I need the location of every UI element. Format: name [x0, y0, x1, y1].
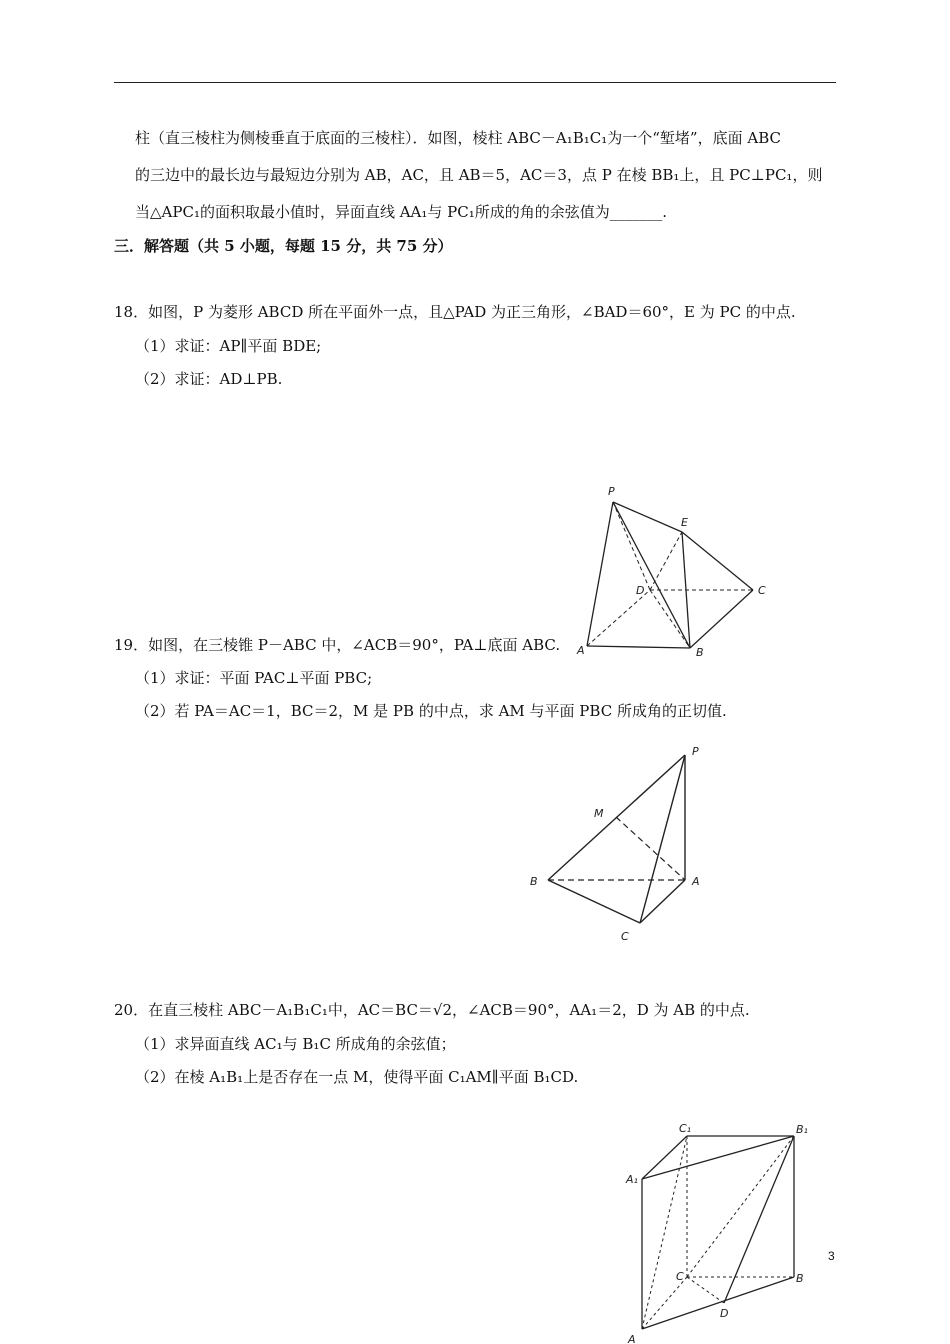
- q18-label-A: A: [577, 644, 585, 657]
- q19-label-B: B: [530, 875, 538, 888]
- q20-label-A: A: [628, 1333, 636, 1344]
- q18-stem: 18．如图，P 为菱形 ABCD 所在平面外一点，且△PAD 为正三角形，∠BAD＝60°，E 为 PC 的中点.: [114, 303, 796, 321]
- q18-figure: [575, 482, 775, 657]
- q18-label-P: P: [608, 485, 615, 498]
- q20-label-C1: C₁: [679, 1122, 692, 1135]
- q20-label-B1: B₁: [796, 1123, 808, 1136]
- q19-label-P: P: [692, 745, 699, 758]
- section-heading: 三．解答题（共 5 小题，每题 15 分，共 75 分）: [114, 237, 453, 255]
- q20-label-D: D: [720, 1307, 729, 1320]
- q19-part-1: （1）求证：平面 PAC⊥平面 PBC;: [135, 669, 373, 687]
- page-number: 3: [828, 1249, 835, 1263]
- q20-stem: 20．在直三棱柱 ABC－A₁B₁C₁中，AC＝BC＝√2，∠ACB＝90°，AA₁＝2，D 为 AB 的中点.: [114, 1001, 750, 1019]
- q18-label-D: D: [636, 584, 645, 597]
- header-rule: [114, 82, 836, 83]
- q17-line-1: 柱（直三棱柱为侧棱垂直于底面的三棱柱）．如图，棱柱 ABC－A₁B₁C₁为一个“堑堵”，底面 ABC: [135, 129, 781, 147]
- q18-label-E: E: [681, 516, 688, 529]
- q19-part-2: （2）若 PA＝AC＝1，BC＝2，M 是 PB 的中点，求 AM 与平面 PBC 所成角的正切值.: [135, 702, 727, 720]
- q20-label-C: C: [676, 1270, 684, 1283]
- q19-stem: 19．如图，在三棱锥 P－ABC 中，∠ACB＝90°，PA⊥底面 ABC.: [114, 636, 561, 654]
- q17-line-2: 的三边中的最长边与最短边分别为 AB，AC，且 AB＝5，AC＝3，点 P 在棱 BB₁上，且 PC⊥PC₁，则: [135, 166, 823, 184]
- q19-label-M: M: [594, 807, 604, 820]
- q19-label-A: A: [692, 875, 700, 888]
- q20-figure: [620, 1115, 820, 1344]
- q20-label-B: B: [796, 1272, 804, 1285]
- q18-part-2: （2）求证：AD⊥PB.: [135, 370, 283, 388]
- q19-label-C: C: [621, 930, 629, 943]
- q18-label-B: B: [696, 646, 704, 657]
- q20-part-1: （1）求异面直线 AC₁与 B₁C 所成角的余弦值；: [135, 1035, 456, 1053]
- q20-label-A1: A₁: [626, 1173, 638, 1186]
- q19-figure: [520, 735, 720, 947]
- q18-part-1: （1）求证：AP∥平面 BDE;: [135, 337, 322, 355]
- q17-line-3: 当△APC₁的面积取最小值时，异面直线 AA₁与 PC₁所成的角的余弦值为_______.: [135, 203, 668, 221]
- q18-label-C: C: [758, 584, 766, 597]
- q20-part-2: （2）在棱 A₁B₁上是否存在一点 M，使得平面 C₁AM∥平面 B₁CD.: [135, 1068, 579, 1086]
